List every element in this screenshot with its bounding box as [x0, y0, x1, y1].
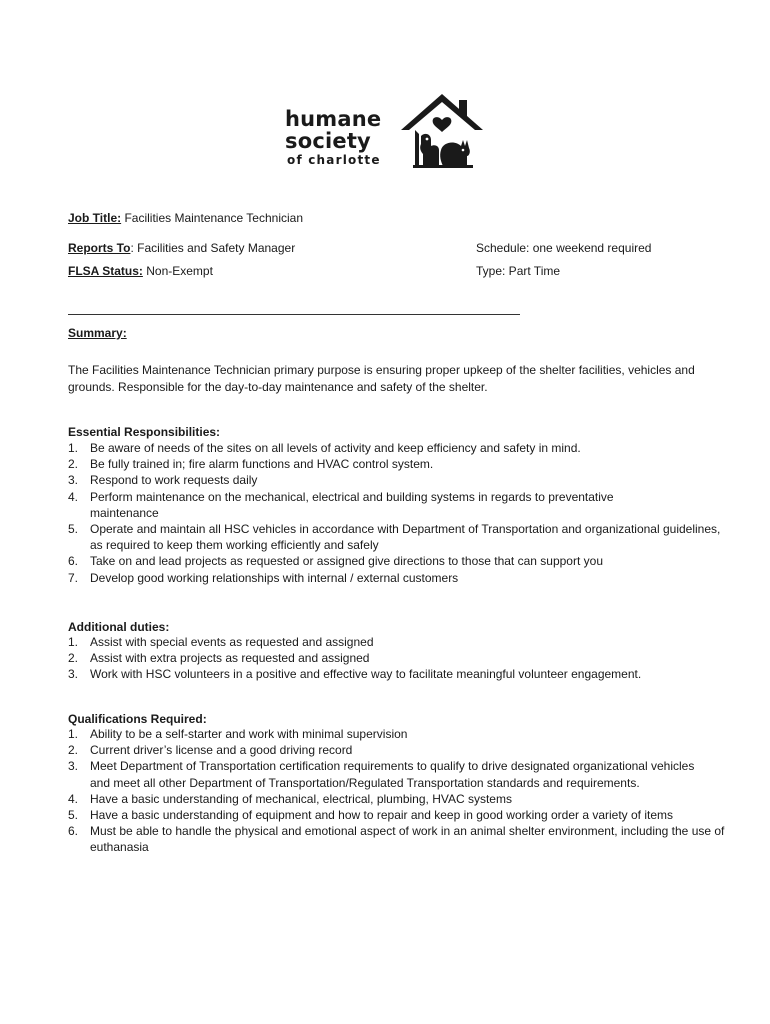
list-item: 2. Current driver’s license and a good driving record	[68, 743, 353, 758]
flsa-status-value: Non-Exempt	[142, 264, 213, 278]
flsa-status-line	[68, 263, 213, 280]
list-item: 4. Have a basic understanding of mechanical, electrical, plumbing, HVAC systems	[68, 791, 512, 806]
type-text: Type: Part Time	[476, 264, 561, 278]
list-item: 6. Must be able to handle the physical and emotional aspect of work in an animal shelter environment, including the use of euthanasia	[68, 824, 725, 855]
organization-logo	[285, 90, 485, 170]
reports-to-label: Reports To	[68, 241, 131, 255]
logo-line-2: society	[285, 129, 371, 153]
additional-list	[68, 634, 718, 683]
flsa-status-label: FLSA Status:	[68, 264, 143, 278]
list-item: 6. Take on and lead projects as requested or assigned give directions to those that can support you	[68, 554, 603, 569]
job-title-value: Facilities Maintenance Technician	[121, 211, 303, 225]
house-pets-icon	[397, 90, 487, 168]
additional-heading: Additional duties:	[68, 620, 170, 634]
list-item: 2. Be fully trained in; fire alarm functions and HVAC control system.	[68, 457, 434, 472]
list-item: 4. Perform maintenance on the mechanical, electrical and building systems in regards to preventative maintenance	[68, 489, 614, 520]
summary-heading: Summary:	[68, 326, 127, 340]
logo-line-3: of charlotte	[287, 153, 381, 167]
qualifications-list	[68, 726, 725, 856]
schedule-text: Schedule: one weekend required	[476, 241, 652, 255]
essential-heading: Essential Responsibilities:	[68, 425, 221, 439]
list-item: 3. Meet Department of Transportation certification requirements to qualify to drive designated organizational vehicles and meet all other Department of Transportation/Regulated Transportation standards and requirements.	[68, 759, 695, 790]
summary-text: The Facilities Maintenance Technician primary purpose is ensuring proper upkeep of the shelter facilities, vehicles and grounds. Responsible for the day-to-day maintenance and safety of the shelter.	[68, 363, 695, 394]
list-item: 3. Respond to work requests daily	[68, 473, 258, 488]
qualifications-heading: Qualifications Required:	[68, 712, 207, 726]
logo-wordmark	[285, 108, 405, 168]
list-item: 7. Develop good working relationships with internal / external customers	[68, 570, 459, 585]
logo-line-1: humane	[285, 107, 382, 131]
list-item: 1. Be aware of needs of the sites on all levels of activity and keep efficiency and safety in mind.	[68, 441, 581, 455]
divider-line	[68, 314, 520, 315]
list-item: 2. Assist with extra projects as requested and assigned	[68, 651, 370, 666]
essential-list	[68, 440, 721, 586]
list-item: 3. Work with HSC volunteers in a positive and effective way to facilitate meaningful volunteer engagement.	[68, 667, 642, 682]
job-title-line	[68, 210, 303, 227]
list-item: 1. Assist with special events as requested and assigned	[68, 635, 374, 649]
list-item: 5. Operate and maintain all HSC vehicles in accordance with Department of Transportation and organizational guidelines, as required to keep them working efficiently and safely	[68, 522, 721, 553]
list-item: 5. Have a basic understanding of equipment and how to repair and keep in good working order a variety of items	[68, 808, 674, 823]
job-title-label: Job Title:	[68, 211, 122, 225]
reports-to-value: : Facilities and Safety Manager	[130, 241, 296, 255]
reports-to-line	[68, 240, 295, 257]
list-item: 1. Ability to be a self-starter and work with minimal supervision	[68, 727, 408, 741]
